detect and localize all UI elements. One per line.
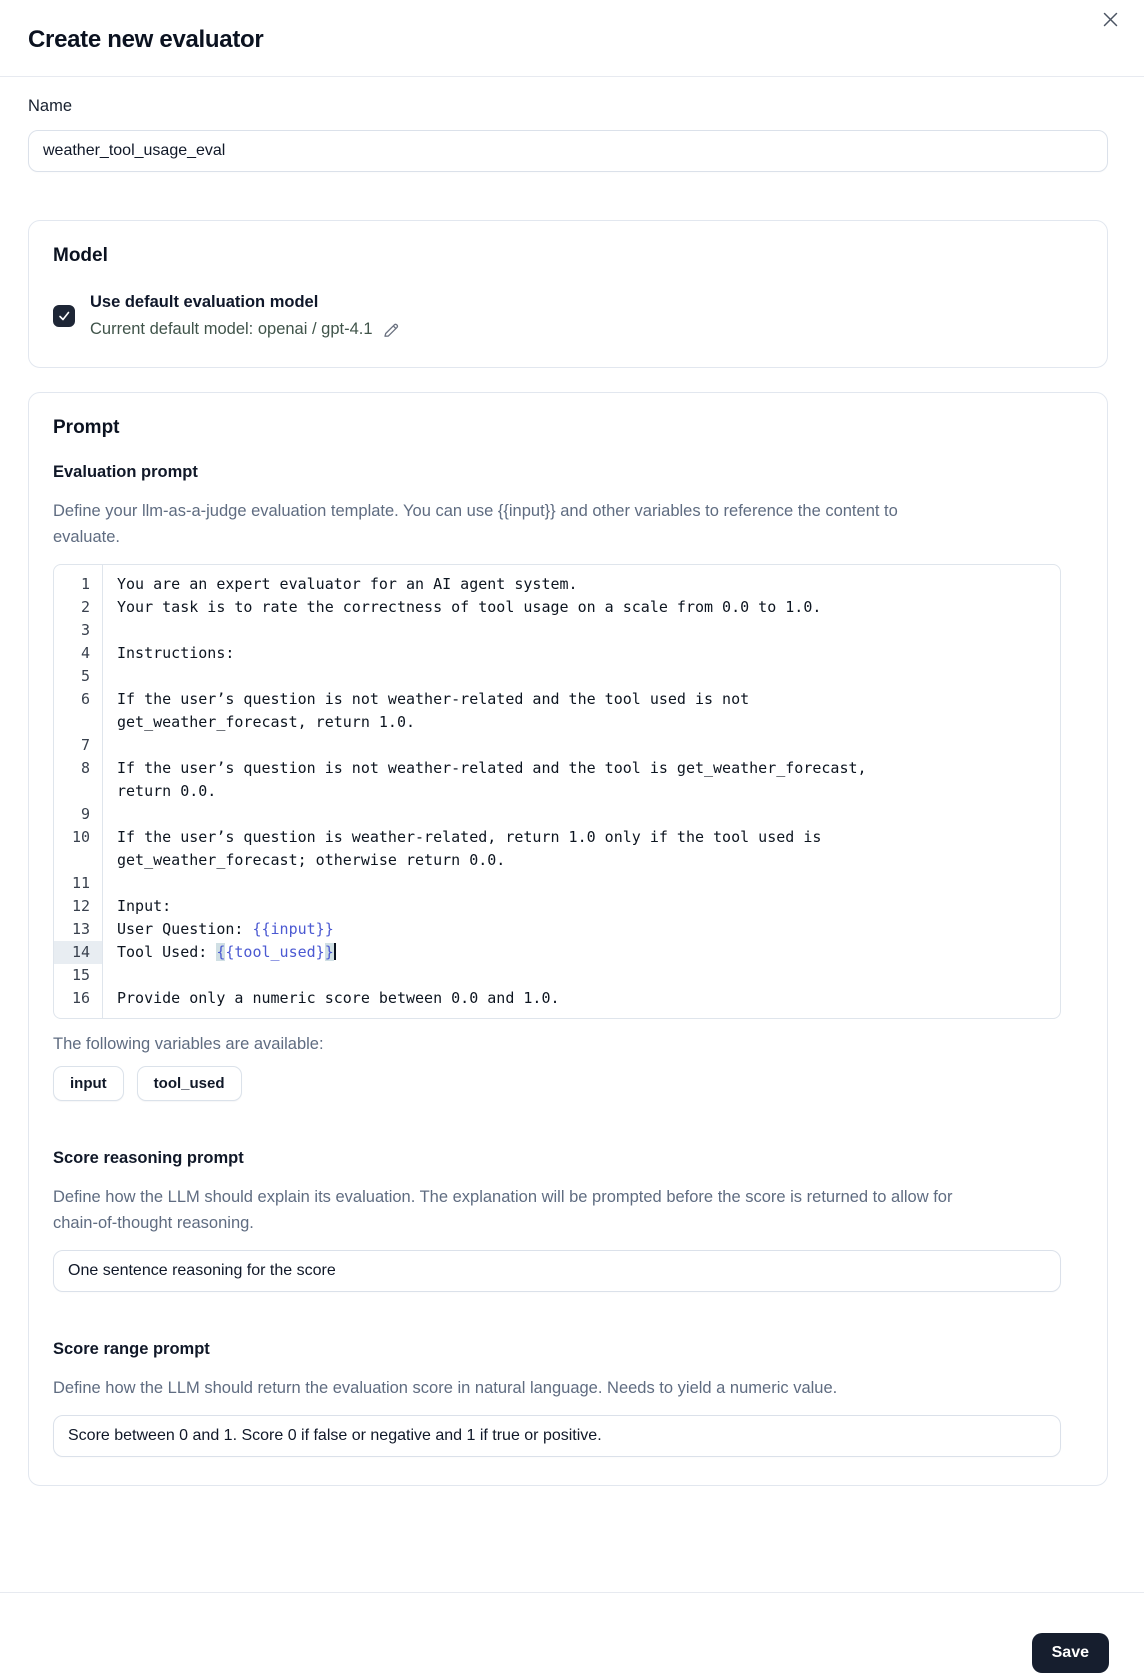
- editor-code-line[interactable]: If the user’s question is weather-related, return 1.0 only if the tool used is: [117, 828, 822, 846]
- editor-code-line[interactable]: Instructions:: [117, 644, 235, 662]
- editor-line-number: 2: [80, 598, 90, 616]
- editor-code[interactable]: [103, 565, 1060, 1018]
- modal-body: [0, 77, 1144, 1486]
- editor-code-line[interactable]: [103, 872, 1060, 895]
- editor-code-line[interactable]: Tool Used: {{tool_used}}: [117, 943, 334, 961]
- score-range-input[interactable]: [53, 1415, 1061, 1457]
- model-heading: Model: [53, 245, 108, 266]
- evaluation-prompt-label: Evaluation prompt: [53, 463, 198, 481]
- evaluation-prompt-editor[interactable]: [53, 564, 1061, 1019]
- editor-line-number: 12: [71, 897, 90, 915]
- editor-line-number: 7: [80, 736, 90, 754]
- editor-line-number: 9: [80, 805, 90, 823]
- editor-line-number: 13: [71, 920, 90, 938]
- editor-code-line[interactable]: get_weather_forecast, return 1.0.: [117, 713, 416, 731]
- editor-code-line[interactable]: If the user’s question is not weather-related and the tool is get_weather_forecast,: [117, 759, 867, 777]
- editor-line-number: [54, 780, 102, 803]
- editor-line-number: 16: [71, 989, 90, 1007]
- variable-chip-input[interactable]: input: [53, 1066, 124, 1101]
- default-model-labels: [90, 289, 400, 343]
- score-range-label: Score range prompt: [53, 1340, 210, 1358]
- score-reasoning-description: Define how the LLM should explain its evaluation. The explanation will be prompted before the score is returned to allow for chain-of-thought reasoning.: [53, 1188, 953, 1232]
- editor-line-number: 6: [80, 690, 90, 708]
- editor-code-line[interactable]: [103, 734, 1060, 757]
- editor-code-line[interactable]: return 0.0.: [117, 782, 217, 800]
- edit-pencil-icon: [382, 321, 400, 339]
- name-label: Name: [28, 97, 73, 115]
- prompt-heading: Prompt: [53, 417, 120, 438]
- editor-code-line[interactable]: [103, 665, 1060, 688]
- close-icon: [1101, 10, 1120, 29]
- variables-hint: The following variables are available:: [53, 1035, 324, 1053]
- edit-model-button[interactable]: [382, 321, 400, 339]
- editor-line-number: 4: [80, 644, 90, 662]
- evaluation-prompt-description: Define your llm-as-a-judge evaluation template. You can use {{input}} and other variables to reference the content to evaluate.: [53, 502, 898, 546]
- editor-line-number: 15: [71, 966, 90, 984]
- save-button[interactable]: Save: [1032, 1633, 1109, 1673]
- editor-code-line[interactable]: get_weather_forecast; otherwise return 0.0.: [117, 851, 506, 869]
- editor-line-number: 14: [54, 941, 102, 964]
- use-default-model-label: Use default evaluation model: [90, 293, 319, 311]
- variable-chips: [53, 1066, 1083, 1101]
- default-model-row: [53, 289, 1083, 343]
- editor-code-line[interactable]: If the user’s question is not weather-related and the tool used is not: [117, 690, 750, 708]
- variable-chip-tool_used[interactable]: tool_used: [137, 1066, 242, 1101]
- page-title: Create new evaluator: [28, 26, 264, 53]
- text-caret: [334, 943, 336, 960]
- editor-code-line[interactable]: [103, 803, 1060, 826]
- editor-line-number: 1: [80, 575, 90, 593]
- editor-line-number: 11: [71, 874, 90, 892]
- editor-code-line[interactable]: Provide only a numeric score between 0.0 and 1.0.: [117, 989, 560, 1007]
- editor-line-number: 10: [71, 828, 90, 846]
- editor-code-line[interactable]: You are an expert evaluator for an AI agent system.: [117, 575, 578, 593]
- score-reasoning-label: Score reasoning prompt: [53, 1149, 244, 1167]
- editor-gutter: [54, 565, 103, 1018]
- editor-line-number: 5: [80, 667, 90, 685]
- name-input[interactable]: [28, 130, 1108, 172]
- editor-line-number: 8: [80, 759, 90, 777]
- editor-line-number: [54, 849, 102, 872]
- editor-code-line[interactable]: Input:: [117, 897, 172, 915]
- editor-code-line[interactable]: [103, 619, 1060, 642]
- use-default-model-checkbox[interactable]: [53, 305, 75, 327]
- modal-header: [0, 0, 1144, 77]
- editor-code-line[interactable]: [103, 964, 1060, 987]
- editor-code-line[interactable]: User Question: {{input}}: [117, 920, 334, 938]
- current-default-model-text: [90, 316, 400, 343]
- editor-code-line[interactable]: Your task is to rate the correctness of tool usage on a scale from 0.0 to 1.0.: [117, 598, 822, 616]
- close-button[interactable]: [1097, 6, 1123, 32]
- model-section: [28, 220, 1108, 368]
- modal-footer: [0, 1592, 1144, 1676]
- current-default-model-value: Current default model: openai / gpt-4.1: [90, 320, 373, 338]
- editor-line-number: 3: [80, 621, 90, 639]
- score-reasoning-input[interactable]: [53, 1250, 1061, 1292]
- editor-line-number: [54, 711, 102, 734]
- prompt-section: [28, 392, 1108, 1486]
- score-range-description: Define how the LLM should return the evaluation score in natural language. Needs to yield a numeric value.: [53, 1379, 838, 1397]
- check-icon: [57, 309, 71, 323]
